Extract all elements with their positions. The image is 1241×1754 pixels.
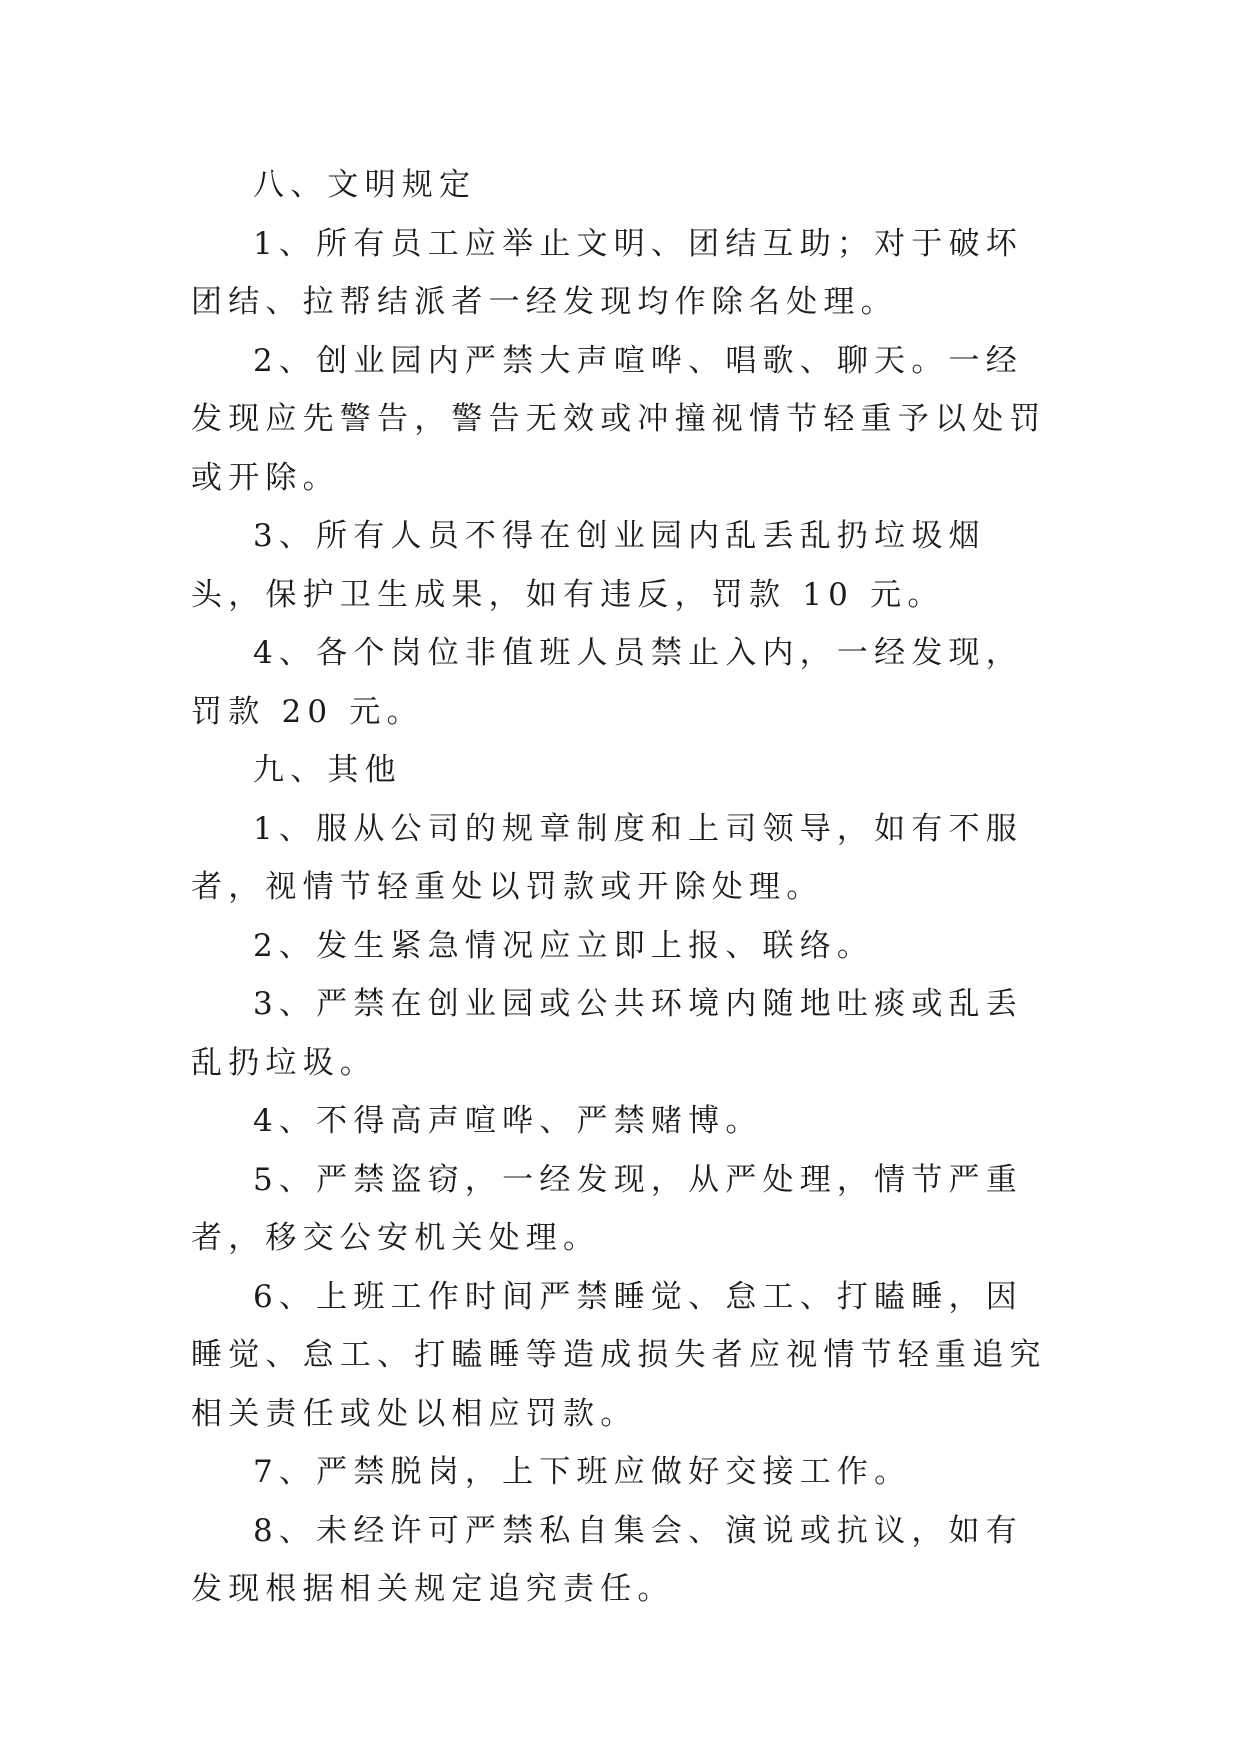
rule-item: 2、发生紧急情况应立即上报、联络。 <box>253 927 875 964</box>
rule-item: 4、各个岗位非值班人员禁止入内，一经发现，罚款 20 元。 <box>191 635 1023 730</box>
document-body <box>191 156 1056 1619</box>
rule-item: 8、未经许可严禁私自集会、演说或抗议，如有发现根据相关规定追究责任。 <box>191 1512 1023 1607</box>
rule-item: 4、不得高声喧哗、严禁赌博。 <box>253 1103 763 1139</box>
section-heading: 九、其他 <box>253 752 402 788</box>
rule-item: 1、服从公司的规章制度和上司领导，如有不服者，视情节轻重处以罚款或开除处理。 <box>191 810 1023 905</box>
section-heading: 八、文明规定 <box>253 167 477 203</box>
rule-item: 5、严禁盗窃，一经发现，从严处理，情节严重者，移交公安机关处理。 <box>191 1161 1023 1256</box>
rule-item: 6、上班工作时间严禁睡觉、怠工、打瞌睡，因睡觉、怠工、打瞌睡等造成损失者应视情节轻重追究相关责任或处以相应罚款。 <box>191 1278 1047 1432</box>
rule-item: 3、所有人员不得在创业园内乱丢乱扔垃圾烟头，保护卫生成果，如有违反，罚款 10 元。 <box>191 518 986 613</box>
rule-item: 2、创业园内严禁大声喧哗、唱歌、聊天。一经发现应先警告，警告无效或冲撞视情节轻重予以处罚或开除。 <box>191 342 1047 496</box>
rule-item: 3、严禁在创业园或公共环境内随地吐痰或乱丢乱扔垃圾。 <box>191 986 1023 1081</box>
rule-item: 7、严禁脱岗，上下班应做好交接工作。 <box>253 1454 912 1490</box>
rule-item: 1、所有员工应举止文明、团结互助；对于破坏团结、拉帮结派者一经发现均作除名处理。 <box>191 225 1023 320</box>
